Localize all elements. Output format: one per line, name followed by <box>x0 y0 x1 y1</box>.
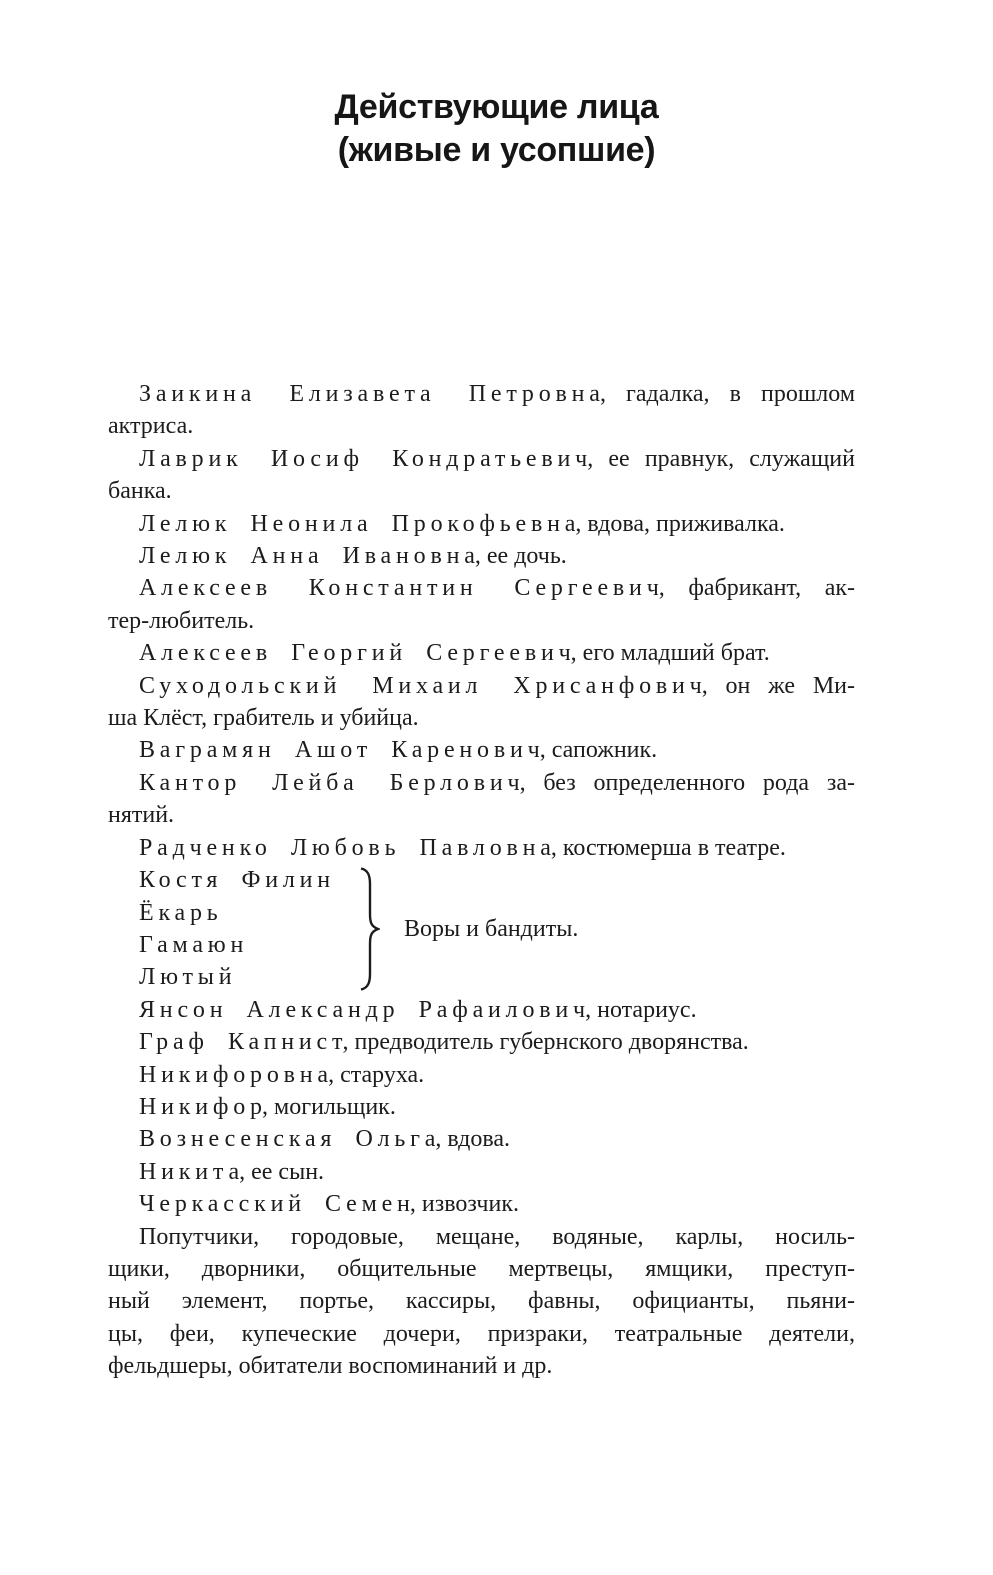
bracket-names <box>108 864 358 994</box>
character-description: , его младший брат. <box>570 640 770 667</box>
cast-line <box>108 929 358 961</box>
character-name: Кантор Лейба Берлович <box>139 769 525 796</box>
bracket-group-label: Воры и бандиты. <box>404 915 579 942</box>
character-description: , вдова. <box>435 1126 511 1153</box>
page-title-line-1: Действующие лица <box>334 88 659 126</box>
character-description: банка. <box>108 478 172 505</box>
page-title-line-2: (живые и усопшие) <box>337 131 656 169</box>
character-name: Вознесенская Ольга <box>139 1126 441 1153</box>
character-description: ша Клёст, грабитель и убийца. <box>108 705 419 732</box>
cast-list <box>108 378 855 1383</box>
character-description: тер-любитель. <box>108 607 255 634</box>
character-description: , старуха. <box>328 1061 425 1088</box>
character-description: , ее дочь. <box>474 543 567 570</box>
cast-line <box>108 443 855 475</box>
character-name: Лютый <box>139 964 237 991</box>
character-name: Черкасский Семен <box>139 1191 415 1218</box>
character-name: Никифоровна <box>139 1061 333 1088</box>
character-description: актриса. <box>108 413 194 440</box>
character-name: Никифор <box>139 1093 267 1120</box>
character-description: , извозчик. <box>409 1191 519 1218</box>
character-name: Радченко Любовь Павловна <box>139 834 556 861</box>
character-description: , гадалка, в прошлом <box>599 381 856 407</box>
cast-line <box>108 1026 855 1058</box>
character-description: ный элемент, портье, кассиры, фавны, официанты, пьяни- <box>108 1288 855 1315</box>
right-brace-icon <box>358 867 380 991</box>
cast-line <box>108 475 855 507</box>
character-name: Суходольский Михаил Хрисанфович <box>139 672 707 699</box>
character-description: , ее правнук, служащий <box>587 445 855 472</box>
cast-line <box>108 1253 855 1285</box>
cast-line <box>108 1123 855 1155</box>
character-description: , нотариус. <box>585 996 697 1023</box>
character-name: Лелюк Неонила Прокофьевна <box>139 510 581 537</box>
cast-line <box>108 378 855 410</box>
character-name: Никита <box>139 1158 244 1185</box>
character-description: , ее сын. <box>239 1158 325 1185</box>
cast-line <box>108 1221 855 1253</box>
character-name: Гамаюн <box>139 931 249 958</box>
cast-line <box>108 1285 855 1317</box>
character-name: Алексеев Георгий Сергеевич <box>139 640 576 667</box>
character-description: цы, феи, купеческие дочери, призраки, театральные деятели, <box>108 1320 855 1347</box>
character-description: , без определенного рода за- <box>519 769 855 796</box>
character-description: фельдшеры, обитатели воспоминаний и др. <box>108 1353 553 1380</box>
cast-entries-after <box>108 994 855 1383</box>
cast-line <box>108 410 855 442</box>
cast-line <box>108 1156 855 1188</box>
character-description: щики, дворники, общительные мертвецы, ямщики, преступ- <box>108 1255 855 1282</box>
cast-line <box>108 961 358 993</box>
page-title <box>0 86 993 172</box>
cast-line <box>108 540 855 572</box>
cast-line <box>108 1091 855 1123</box>
cast-line <box>108 832 855 864</box>
character-name: Заикина Елизавета Петровна <box>139 381 605 407</box>
character-description: , вдова, приживалка. <box>575 510 785 537</box>
character-description: , могильщик. <box>262 1093 396 1120</box>
character-name: Ёкарь <box>139 899 223 926</box>
cast-line <box>108 767 855 799</box>
cast-line <box>108 994 855 1026</box>
character-name: Алексеев Константин Сергеевич <box>139 575 664 602</box>
character-description: , костюмерша в театре. <box>550 834 786 861</box>
cast-line <box>108 508 855 540</box>
cast-line <box>108 637 855 669</box>
cast-line <box>108 670 855 702</box>
cast-line <box>108 864 358 896</box>
cast-line <box>108 572 855 604</box>
cast-line <box>108 799 855 831</box>
cast-line <box>108 1188 855 1220</box>
character-description: , сапожник. <box>539 737 658 764</box>
cast-line <box>108 702 855 734</box>
cast-entries-before <box>108 378 855 864</box>
character-name: Лаврик Иосиф Кондратьевич <box>139 445 593 472</box>
character-description: Попутчики, городовые, мещане, водяные, карлы, носиль- <box>139 1223 855 1250</box>
cast-line <box>108 1350 855 1382</box>
character-name: Граф Капнист <box>139 1029 348 1056</box>
character-name: Костя Филин <box>139 867 335 894</box>
character-description: , он же Ми- <box>701 672 855 699</box>
cast-line <box>108 1059 855 1091</box>
cast-line <box>108 897 358 929</box>
cast-line <box>108 734 855 766</box>
cast-line <box>108 1318 855 1350</box>
character-description: , предводитель губернского дворянства. <box>342 1029 749 1056</box>
cast-line <box>108 605 855 637</box>
character-description: , фабрикант, ак- <box>658 575 855 602</box>
character-name: Ваграмян Ашот Каренович <box>139 737 545 764</box>
character-description: нятий. <box>108 802 175 829</box>
bandits-bracket-group <box>108 864 855 994</box>
character-name: Лелюк Анна Ивановна <box>139 543 480 570</box>
character-name: Янсон Александр Рафаилович <box>139 996 590 1023</box>
